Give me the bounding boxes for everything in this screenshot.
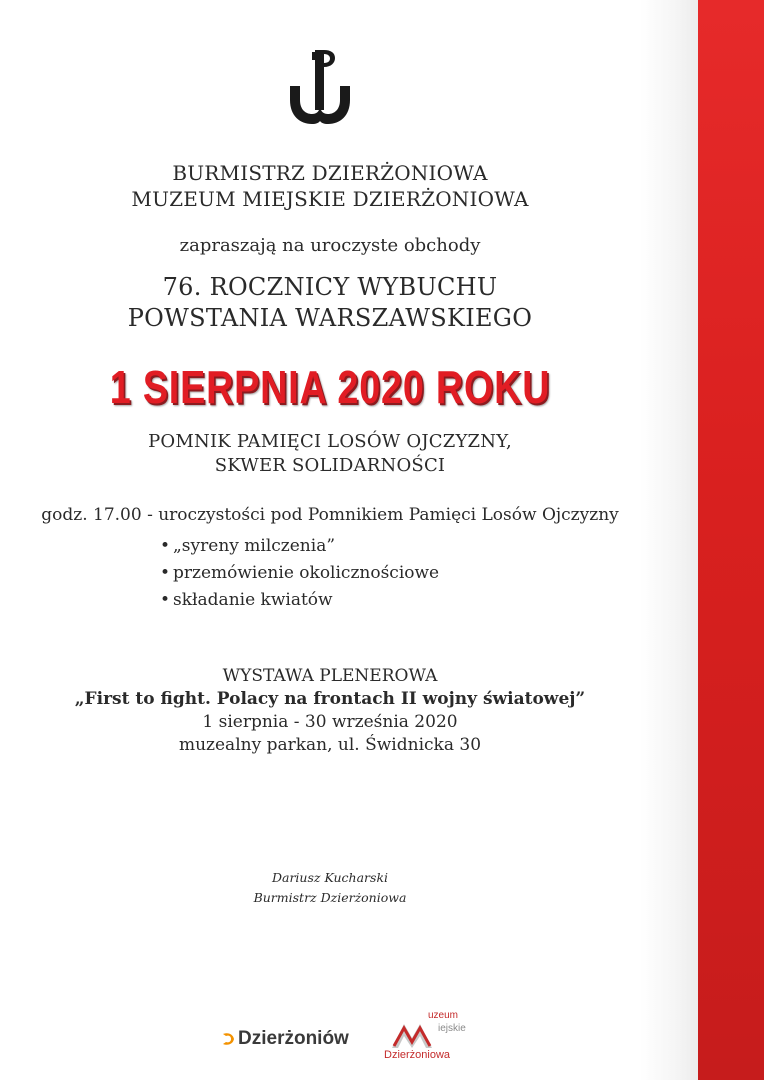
list-item-label: przemówienie okolicznościowe — [173, 563, 440, 583]
place-line-2: SKWER SOLIDARNOŚCI — [214, 455, 446, 476]
museum-logo-word-3: Dzierżoniowa — [384, 1049, 451, 1061]
organizer-line-1: BURMISTRZ DZIERŻONIOWA — [172, 161, 488, 185]
city-logo-text: Dzierżoniów — [238, 1028, 349, 1049]
date-headline: 1 SIERPNIA 2020 ROKU — [109, 361, 551, 413]
city-logo — [222, 1026, 349, 1052]
invite-text: zapraszają na uroczyste obchody — [179, 235, 481, 256]
list-item — [160, 560, 439, 587]
list-item-label: „syreny milczenia” — [173, 536, 336, 556]
exhibition-dates: 1 sierpnia - 30 września 2020 — [202, 712, 458, 732]
museum-logo-word-1: uzeum — [428, 1010, 459, 1021]
exhibition-heading: WYSTAWA PLENEROWA — [222, 666, 438, 686]
schedule-main: godz. 17.00 - uroczystości pod Pomnikiem Pamięci Losów Ojczyzny — [41, 505, 619, 525]
flag-stripe-red — [698, 0, 764, 1080]
anniversary-line-2: POWSTANIA WARSZAWSKIEGO — [127, 304, 533, 332]
exhibition — [0, 665, 660, 757]
anniversary-heading — [0, 272, 660, 334]
list-item-label: składanie kwiatów — [173, 590, 333, 610]
city-logo-mark-icon — [222, 1031, 236, 1047]
signature-role: Burmistrz Dzierżoniowa — [253, 890, 407, 905]
schedule-list — [160, 533, 439, 614]
bullet-icon: • — [160, 563, 171, 583]
anniversary-line-1: 76. ROCZNICY WYBUCHU — [162, 273, 498, 301]
bullet-icon: • — [160, 536, 171, 556]
exhibition-title: „First to fight. Polacy na frontach II wojny światowej” — [74, 689, 586, 709]
bullet-icon: • — [160, 590, 171, 610]
list-item — [160, 533, 439, 560]
exhibition-location: muzealny parkan, ul. Świdnicka 30 — [178, 735, 482, 755]
signature — [0, 868, 660, 908]
organizers — [0, 160, 660, 212]
kotwica-anchor-icon — [288, 48, 352, 126]
place-line-1: POMNIK PAMIĘCI LOSÓW OJCZYZNY, — [148, 431, 512, 452]
museum-logo-word-2: iejskie — [438, 1023, 466, 1034]
museum-logo — [384, 1010, 484, 1070]
list-item — [160, 587, 439, 614]
museum-logo-mark-icon — [390, 1016, 434, 1050]
signature-name: Dariusz Kucharski — [271, 870, 389, 885]
organizer-line-2: MUZEUM MIEJSKIE DZIERŻONIOWA — [131, 187, 529, 211]
event-place — [0, 430, 660, 478]
